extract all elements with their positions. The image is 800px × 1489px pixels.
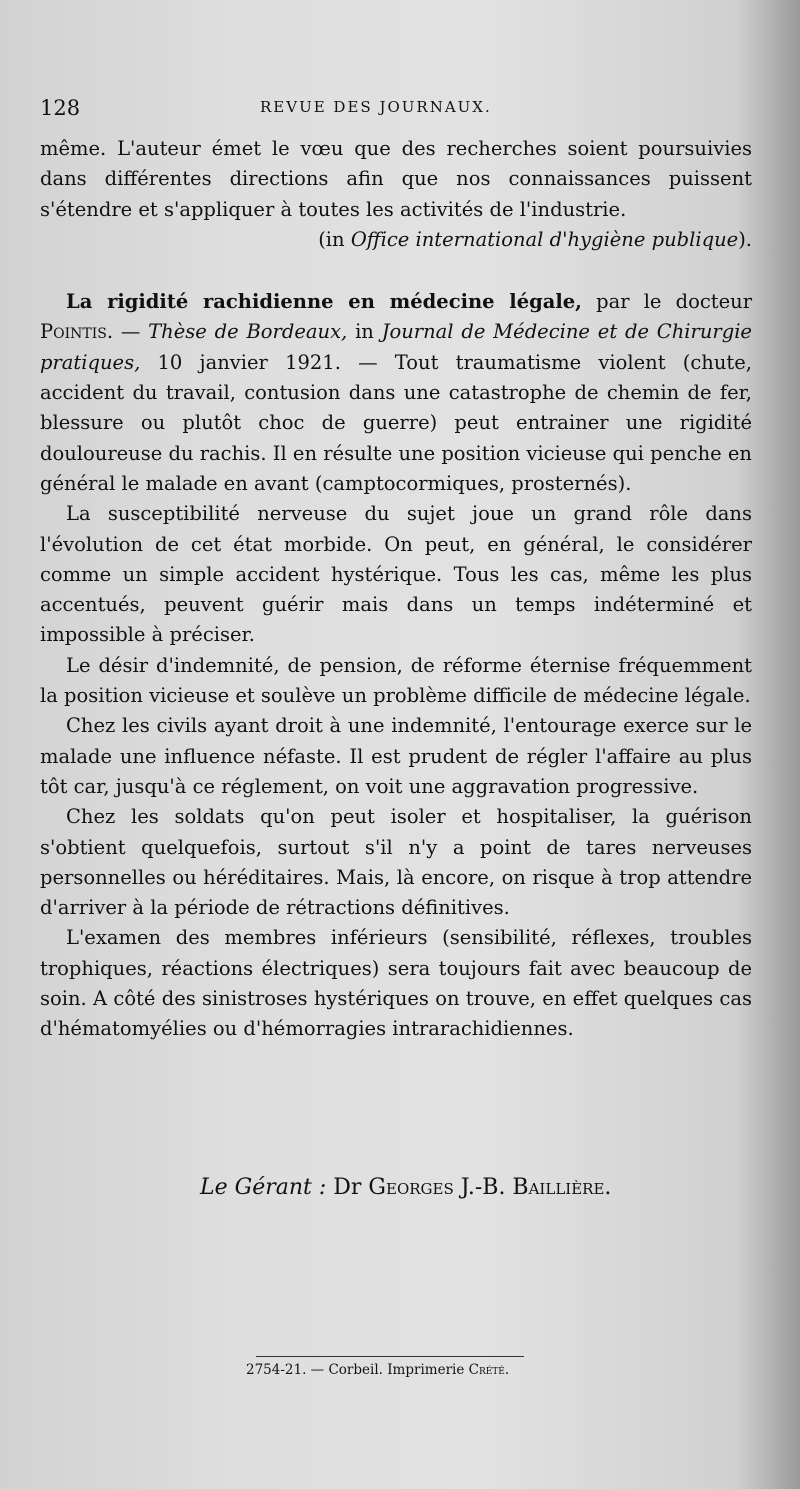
article2-in: in [347, 320, 382, 344]
article2-source2: Journal de Médecine et de Chirurgie pratiques, [40, 320, 752, 374]
section-gap [40, 255, 752, 287]
article2-by: par le docteur [581, 290, 753, 314]
article1-continuation: même. L'auteur émet le vœu que des recherches soient poursuivies dans différentes directions afin que nos connaissances puissent s'étendre et s'appliquer à toutes les activités de l'industrie. [40, 137, 752, 221]
paragraph-4: Chez les soldats qu'on peut isoler et hospitaliser, la guérison s'obtient quelquefois, surtout s'il n'y a point de tares nerveuses personnelles ou héréditaires. Mais, là encore, on risque à trop attendre d'arriver à la période de rétractions définitives. [40, 805, 752, 920]
signature-name: Georges J.-B. Baillière. [368, 1175, 612, 1200]
article2-intro: 10 janvier 1921. — Tout traumatisme violent (chute, accident du travail, contusion dans une catastrophe de chemin de fer, blessure ou plutôt choc de guerre) peut entrainer une rigidité douloureuse du rachis. Il en résulte une position vicieuse qui penche en général le malade en avant (camptocormiques, prosternés). [40, 350, 752, 495]
article2-author: Pointis [40, 320, 107, 344]
signature-title: Dr [326, 1175, 369, 1200]
article2-dash: . — [106, 320, 149, 344]
article2-source1: Thèse de Bordeaux, [148, 320, 348, 344]
paragraph-2: Le désir d'indemnité, de pension, de réforme éternise fréquemment la position vicieuse et soulève un problème difficile de médecine légale. [40, 653, 752, 708]
paragraph-1: La susceptibilité nerveuse du sujet joue un grand rôle dans l'évolution de cet état morbide. On peut, en général, le considérer comme un simple accident hystérique. Tous les cas, même les plus accentués, peuvent guérir mais dans un temps indéterminé et impossible à préciser. [40, 502, 752, 647]
signature-role: Le Gérant : [200, 1175, 327, 1200]
printer-footer [246, 1362, 509, 1378]
page-header [40, 96, 740, 126]
body-text [40, 134, 752, 1045]
article2-heading [40, 287, 752, 499]
article2-title: La rigidité rachidienne en médecine légale, [66, 290, 582, 314]
footer-printer: Crété. [468, 1362, 510, 1378]
article1-source-prefix: (in [318, 227, 351, 251]
running-head: REVUE DES JOURNAUX. [260, 98, 492, 116]
article1-source-title: Office international d'hygiène publique [350, 227, 739, 251]
article1-source-suffix: ). [738, 227, 752, 251]
footer-rule [256, 1356, 524, 1357]
footer-text: 2754-21. — Corbeil. Imprimerie [246, 1362, 469, 1378]
paragraph-5: L'examen des membres inférieurs (sensibilité, réflexes, troubles trophiques, réactions électriques) sera toujours fait avec beaucoup de soin. A côté des sinistroses hystériques on trouve, en effet quelques cas d'hématomyélies ou d'hémorragies intrarachidiennes. [40, 926, 752, 1041]
page-number: 128 [40, 96, 81, 120]
paragraph-3: Chez les civils ayant droit à une indemnité, l'entourage exerce sur le malade une influence néfaste. Il est prudent de régler l'affaire au plus tôt car, jusqu'à ce réglement, on voit une aggravation progressive. [40, 714, 752, 798]
article1-source [40, 225, 752, 255]
signature [200, 1175, 720, 1200]
